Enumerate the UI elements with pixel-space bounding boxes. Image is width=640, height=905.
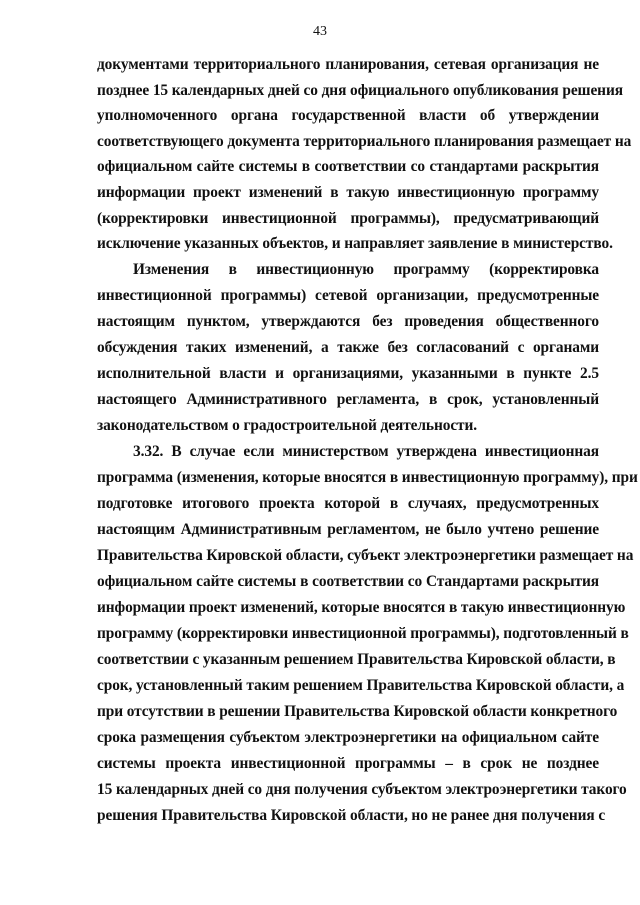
text-line: (корректировки инвестиционной программы), предусматривающий — [97, 210, 599, 227]
text-line: Правительства Кировской области, субъект электроэнергетики размещает на — [97, 547, 634, 564]
text-line: уполномоченного органа государственной власти об утверждении — [97, 107, 599, 124]
text-line: соответствии с указанным решением Правительства Кировской области, в — [97, 651, 616, 668]
text-line: настоящим Административным регламентом, не было учтено решение — [97, 521, 599, 538]
text-line: исключение указанных объектов, и направляет заявление в министерство. — [97, 235, 613, 252]
text-line: подготовке итогового проекта которой в случаях, предусмотренных — [97, 495, 599, 512]
text-line: информации проект изменений в такую инвестиционную программу — [97, 184, 599, 201]
text-line: системы проекта инвестиционной программы – в срок не позднее — [97, 755, 599, 772]
text-line: позднее 15 календарных дней со дня официального опубликования решения — [97, 82, 623, 99]
text-line: при отсутствии в решении Правительства Кировской области конкретного — [97, 703, 618, 720]
text-line: программа (изменения, которые вносятся в инвестиционную программу), при — [97, 469, 638, 486]
text-line: обсуждения таких изменений, а также без согласований с органами — [97, 339, 599, 356]
text-line: настоящего Административного регламента, в срок, установленный — [97, 391, 599, 408]
text-line: информации проект изменений, которые вносятся в такую инвестиционную — [97, 599, 626, 616]
text-line: срока размещения субъектом электроэнергетики на официальном сайте — [97, 729, 599, 746]
text-line: 3.32. В случае если министерством утверждена инвестиционная — [133, 443, 599, 460]
text-line: настоящим пунктом, утверждаются без проведения общественного — [97, 313, 599, 330]
text-line: официальном сайте системы в соответствии со Стандартами раскрытия — [97, 573, 599, 590]
text-line: законодательством о градостроительной деятельности. — [97, 417, 478, 434]
text-line: Изменения в инвестиционную программу (корректировка — [133, 261, 599, 278]
text-line: 15 календарных дней со дня получения субъектом электроэнергетики такого — [97, 781, 627, 798]
text-line: программу (корректировки инвестиционной программы), подготовленный в — [97, 625, 629, 642]
text-line: исполнительной власти и организациями, указанными в пункте 2.5 — [97, 365, 599, 382]
text-line: инвестиционной программы) сетевой организации, предусмотренные — [97, 287, 599, 304]
text-line: официальном сайте системы в соответствии со стандартами раскрытия — [97, 158, 599, 175]
text-line: срок, установленный таким решением Правительства Кировской области, а — [97, 677, 625, 694]
text-line: решения Правительства Кировской области, но не ранее дня получения с — [97, 807, 606, 824]
text-line: соответствующего документа территориального планирования размещает на — [97, 133, 632, 150]
page-number: 43 — [313, 24, 327, 39]
text-line: документами территориального планирования, сетевая организация не — [97, 56, 599, 73]
